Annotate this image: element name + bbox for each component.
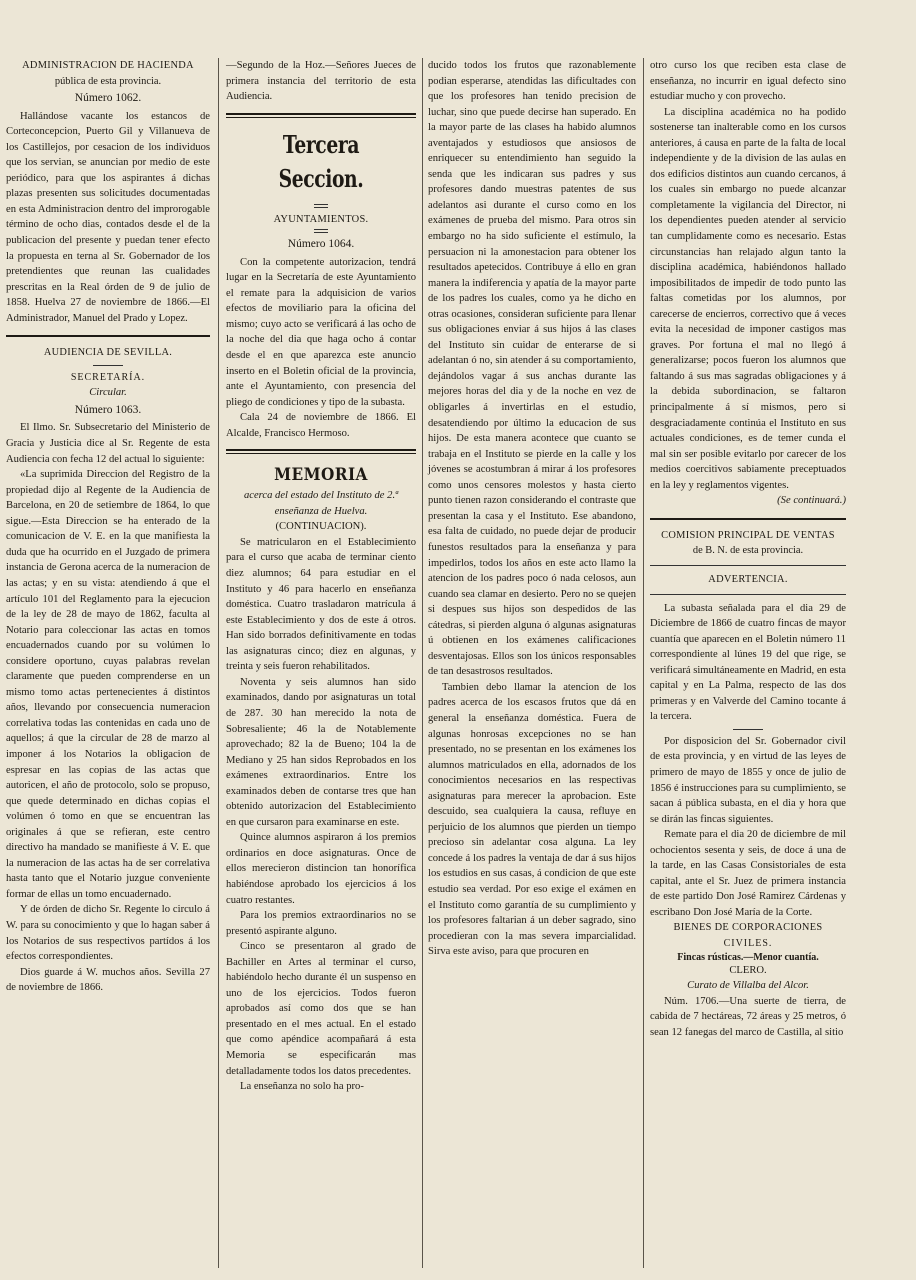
short-rule: [93, 365, 123, 366]
article-paragraph: Quince alumnos aspiraron á los premios ordinarios en doce asignaturas. Once de ellos merecieron distincion tan honorífica habiéndose aprobado los ejercicios á los cuatro restantes.: [226, 832, 416, 906]
article-paragraph: Núm. 1706.—Una suerte de tierra, de cabida de 7 hectáreas, 72 áreas y 25 metros, ó sean 12 fanegas del marco de Castilla, al sitio: [650, 995, 846, 1038]
column-divider: [218, 58, 219, 1268]
memoria-subtitle: acerca del estado del Instituto de 2.ª enseñanza de Huelva.: [243, 490, 399, 517]
column-1: [6, 58, 210, 996]
article-paragraph: Para los premios extraordinarios no se presentó aspirante alguno.: [226, 910, 416, 937]
column-2: [226, 58, 416, 1095]
section-subheading: de B. N. de esta provincia.: [692, 545, 804, 557]
article-paragraph: La disciplina académica no ha podido sostenerse tan inalterable como en los cursos anteriores, á causa en parte de la falta de local independiente y de la division de las aulas en dos edificios distintos aun cuando cercanos, á los cuales sin embargo no puede alcanzar completamente la vigilancia del Director, ni los dependientes pueden atender al servicio tan cumplidamente como es necesario. Estas circunstancias han relajado algun tanto la disciplina académica, habiéndonos hallado imposibilitados de impedir de todo punto las faltas cometidas por los alumnos, por carecerse de encierros, correctivo que á veces evita la necesidad de imponer castigos mas graves. Por fortuna el mal no llegó á generalizarse; pocos fueron los alumnos que faltando á sus mas sagradas obligaciones y á la debida subordinacion, se faltaron principalmente á sí mismos, pero si desgraciadamente continúa el Instituto en sus actuales condiciones, es de temer cunda el mal sin ser posible evitarlo por carecer de los medios coercitivos sabiamente preceptuados en la ley y reglamentos vigentes.: [650, 106, 846, 491]
column-4: [650, 58, 846, 1040]
notice-number: Número 1063.: [74, 403, 142, 416]
article-paragraph: La subasta señalada para el dia 29 de Diciembre de 1866 de cuatro fincas de mayor cuantía que aparecen en el Boletin número 11 correspondiente al lúnes 19 del que rige, se verificará simultáneamente en Madrid, en esta capital y en La Palma, respecto de las dos primeras y en Valverde del Camino tocante á la tercera.: [650, 602, 846, 723]
memoria-title: MEMORIA: [274, 465, 368, 486]
separator-rule: [650, 594, 846, 595]
section-subheading: SECRETARÍA.: [70, 371, 146, 383]
section-title: Tercera Seccion.: [278, 129, 364, 193]
article-paragraph: Tambien debo llamar la atencion de los padres acerca de los escasos frutos que dá en general la enseñanza doméstica. Fuera de algunas honrosas excepciones no se han presentado, no se presentan en los exámenes los alumnos matriculados en ella, adornados de los conocimientos necesarios en las respectivas asignaturas para merecer la aprobacion. Este descuido, sea cualquiera la causa, refluye en perjuicio de los alumnos que pierden un tiempo precioso sin adelantar cosa alguna. La ley concede á los padres la ventaja de dar á sus hijos los estudios en sus casas, á condicion de que este estudio sea verdad. Por eso exige el exámen en el Instituto como garantía de su cumplimiento y los profesores faltarian á un deber sagrado, sino procedieran con la mas severa imparcialidad. Sirva este aviso, para que procuren en: [428, 681, 636, 958]
separator-rule: [6, 335, 210, 337]
section-heading: COMISION PRINCIPAL DE VENTAS: [661, 529, 835, 541]
article-paragraph: Con la competente autorizacion, tendrá lugar en la Secretaría de este Ayuntamiento el remate para la adquisicion de varios efectos de moviliario para la oficina del mismo; cuyo acto se verificará á las ocho de la noche del dia que haga ocho á contar desde el en que aparezca este anuncio inserto en el Boletin oficial de la provincia, ante el Ayuntamiento, con presencia del pliego de condiciones y tipo de la subasta.: [226, 256, 416, 408]
separator-rule: [650, 565, 846, 566]
double-rule: [226, 449, 416, 454]
section-subheading: pública de esta provincia.: [54, 75, 162, 87]
section-heading: BIENES DE CORPORACIONES: [673, 922, 823, 934]
short-rule: [314, 204, 328, 208]
article-paragraph: «La suprimida Direccion del Registro de la propiedad dijo al Regente de la Audiencia de Barcelona, en 20 de setiembre de 1864, lo que sigue.—Esta Direccion se ha enterado de la comunicacion de V. E. en la que manifiesta la duda que ha ocurrido en el Juzgado de primera instancia de Gerona acerca de la numeracion de las actas; y en su vista: atendiendo á que el artículo 101 del Reglamento para la ejecucion de la ley de 28 de mayo de 1862, faculta al Notario para coleccionar las actas en tomos encuadernados cuando por su volúmen lo considere oportuno, cuyas palabras revelan claramente que pueden comprenderse en un mismo tomo actas pertenecientes á distintos años, llevando por consecuencia numeracion correlativa todas las contenidas en cada uno de aquellos; á que la circular de 28 de marzo al imponer á los Notarios la obligacion de espresar en las copias de las actas que autoricen, el año de protocolo, solo se propuso, que quede determinado en dichas copias el volúmen ó tomo en que se encuentran las originales á que se refieran, este centro directivo ha mandado se manifieste á V. E. que la numeracion de las actas ha de ser correlativa hasta tanto que el Notario juzgue conveniente formar de ellas un tomo encuadernado.: [6, 469, 210, 900]
article-paragraph: ducido todos los frutos que razonablemente podian esperarse, atendidas las dificultades con que los profesores han tenido precision de luchar, sino que puede decirse han superado. En la mayor parte de las clases ha habido alumnos aventajados y estudiosos que ansiosos de enriquecer su entendimiento han seguido la senda que les indicaran sus padres y sus profesores dando muestras patentes de sus adelantos asi durante el curso como en los exámenes de prueba del mismo. Para otros sin embargo no ha sido suficiente el estímulo, la persuacion ni la amonestacion para obtener los resultados apetecidos. Contribuye á ello en gran manera la indiferencia y apatía de la mayor parte de los padres los cuales, como ya he dicho en otras ocasiones, consideran suficiente para llenar sus obligaciones enviar á sus hijos á las clases del Instituto sin cuidar de enterarse de si adelantan ó no, sin atender á su comportamiento, dejándolos vagar á sus anchas durante las mejores horas del dia y de la noche en vez de obligarles á invertirlas en el estudio, desatendiendo por último la educacion de sus hijos. De esta manera acontece que cuanto se trabaja en el Instituto se pierde en la calle y los jóvenes se acostumbran á mirar á los profesores como unos censores molestos y hasta cierto punto tienen razon considerando el contraste que presentan la casa y el Instituto. Ese abandono, esa falta de cuidado, no puede dejar de producir funestos resultados para la enseñanza y para impedirlos, todos los años en este acto llamo la atencion de los padres poco ó nada celosos, aun cuando sea clamar en desierto. Pero no se quejen si despues sus hijos son despedidos de las cátedras, si pierden alguna ó algunas asignaturas ú obtienen en los exámenes calificaciones desventajosas. Ellos son los únicos responsables de tan desastrosos resultados.: [428, 60, 636, 678]
section-subheading: CLERO.: [729, 964, 767, 976]
section-heading: AYUNTAMIENTOS.: [273, 213, 369, 225]
notice-number: Número 1064.: [287, 238, 355, 251]
memoria-continuation: (CONTINUACION).: [275, 521, 367, 533]
article-paragraph: Por disposicion del Sr. Gobernador civil de esta provincia, y en virtud de las leyes de primero de mayo de 1855 y once de julio de 1856 é instrucciones para su cumplimiento, se sacan á pública subasta, en el dia y hora que se dirán las fincas siguientes.: [650, 735, 846, 825]
article-paragraph: Y de órden de dicho Sr. Regente lo circulo á W. para su conocimiento y que lo hagan saber á los Notarios de sus respectivos partídos á los efectos correspondientes.: [6, 904, 210, 963]
section-subheading: Circular.: [89, 387, 127, 399]
article-paragraph: —Segundo de la Hoz.—Señores Jueces de primera instancia del territorio de esta Audiencia.: [226, 60, 416, 103]
double-rule: [226, 113, 416, 118]
notice-number: Número 1062.: [74, 92, 142, 105]
article-paragraph: La enseñanza no solo ha pro-: [240, 1081, 364, 1093]
separator-rule: [650, 518, 846, 520]
short-rule: [733, 729, 763, 730]
article-paragraph: Noventa y seis alumnos han sido examinados, dando por asignaturas un total de 287. 30 han merecido la nota de Sobresaliente; 46 la de Notablemente aprovechado; 82 la de Bueno; 104 la de Mediano y 25 han sidos Reprobados en los exámenes extraordinarios. Entre los examinados deben de contarse tres que han obtenido autorizacion del Establecimiento en que cursaron para examinarse en este.: [226, 676, 416, 828]
short-rule: [314, 229, 328, 233]
article-paragraph: Se matricularon en el Establecimiento para el curso que acaba de terminar ciento diez alumnos; 64 para estudiar en el Instituto y 46 para hacerlo en enseñanza doméstica. Cuatro trasladaron matrícula á este Establecimiento y dos de este á otros. Han sido borrados definitivamente en todas las asignaturas cinco; diez en algunas, y treinta y seis fueron rehabilitados.: [226, 536, 416, 673]
article-paragraph: Cala 24 de noviembre de 1866. El Alcalde, Francisco Hermoso.: [226, 412, 416, 439]
column-divider: [643, 58, 644, 1268]
section-subheading: Curato de Villalba del Alcor.: [687, 980, 809, 992]
article-paragraph: Cinco se presentaron al grado de Bachiller en Artes al terminar el curso, habiéndolo hecho durante él un suspenso en uno de los ejercicios. Todos fueron aprobados así como dos que se han presentado en el mes actual. En el estado que como apéndice acompañará á esta Memoria se especificarán mas detalladamente todos los datos precedentes.: [226, 941, 416, 1077]
section-subheading: Fincas rústicas.—Menor cuantía.: [677, 951, 819, 963]
article-paragraph: Dios guarde á W. muchos años. Sevilla 27 de noviembre de 1866.: [6, 966, 210, 994]
section-heading: ADVERTENCIA.: [708, 573, 788, 585]
article-paragraph: Remate para el dia 20 de diciembre de mil ochocientos sesenta y seis, de doce á una de la tarde, en las Casas Consistoriales de esta capital, ante el Sr. Juez de primera instancia de este partido Don José Ramirez Cárdenas y escribano Don José María de la Corte.: [650, 829, 846, 918]
column-divider: [422, 58, 423, 1268]
section-heading: AUDIENCIA DE SEVILLA.: [43, 347, 173, 359]
article-paragraph: El Ilmo. Sr. Subsecretario del Ministerio de Gracia y Justicia dice al Sr. Regente de esta Audiencia con fecha 12 del actual lo siguiente:: [6, 422, 210, 465]
article-paragraph: otro curso los que reciben esta clase de enseñanza, no incurrir en igual defecto sino estudiar mucho y con provecho.: [650, 60, 846, 103]
column-3: [428, 58, 636, 960]
continuation-note: (Se continuará.): [777, 495, 846, 507]
section-subheading: CIVILES.: [723, 937, 773, 949]
section-heading: ADMINISTRACION DE HACIENDA: [22, 60, 194, 71]
article-paragraph: Hallándose vacante los estancos de Corteconcepcion, Puerto Gil y Villanueva de los Castillejos, por cesacion de los individuos que los servian, se anuncian por medio de este periódico, para que los aspirantes á dichas plazas presenten sus solicitudes documentadas en esta Administracion dentro del improrogable término de ocho dias, contados desde el de la publicacion del presente y puedan tener efecto la propuesta en terna al Sr. Gobernador de los pretendientes que reunan las cualidades prescritas en la Real órden de 9 de julio de 1858. Huelva 27 de noviembre de 1866.—El Administrador, Manuel del Prado y Lopez.: [6, 110, 210, 324]
